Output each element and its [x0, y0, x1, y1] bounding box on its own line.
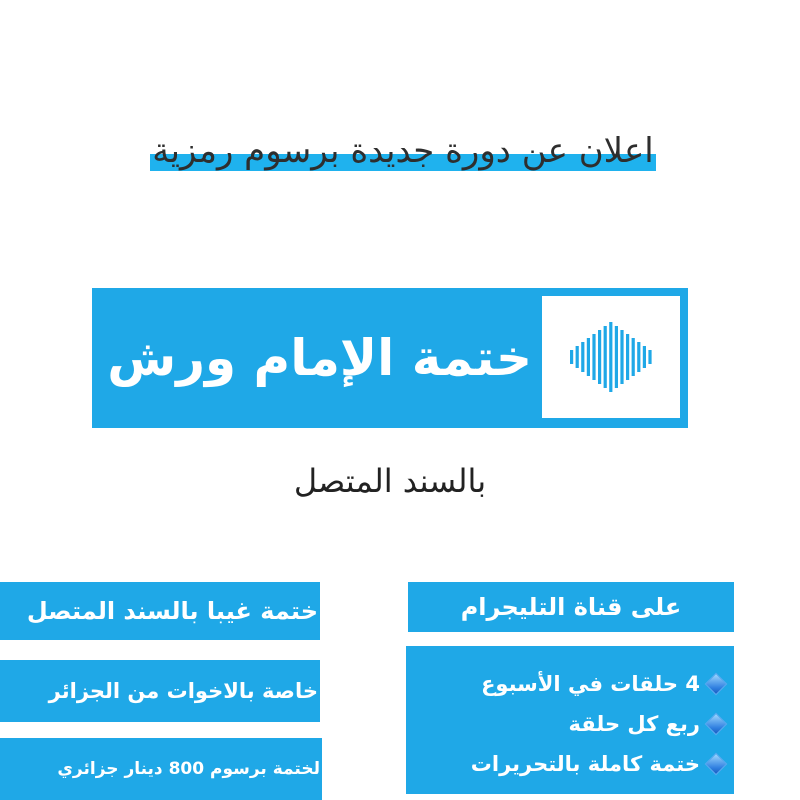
logo-bar — [637, 342, 640, 372]
schedule-list-box — [406, 646, 734, 794]
blue-diamond-icon — [705, 673, 728, 696]
info-box-ghayban — [0, 582, 320, 640]
logo-bar — [643, 346, 646, 368]
arabesque-diamond-icon — [566, 316, 656, 398]
list-item-text: ختمة كاملة بالتحريرات — [470, 752, 700, 776]
info-box-fee — [0, 738, 322, 800]
list-item-text: 4 حلقات في الأسبوع — [481, 672, 700, 696]
logo-bar — [576, 346, 579, 368]
banner-title: ختمة الإمام ورش — [107, 329, 532, 387]
logo-bar — [648, 350, 651, 364]
announcement-headline — [124, 126, 682, 176]
info-box-label: لختمة برسوم 800 دينار جزائري — [57, 759, 320, 779]
blue-diamond-icon — [705, 713, 728, 736]
logo-bar — [626, 334, 629, 380]
logo-bar — [592, 334, 595, 380]
logo-bar — [587, 338, 590, 376]
info-box-label: ختمة غيبا بالسند المتصل — [26, 597, 318, 625]
logo-bar — [615, 326, 618, 388]
list-item — [406, 704, 726, 744]
subtitle: بالسند المتصل — [293, 462, 487, 500]
telegram-channel-box — [408, 582, 734, 632]
logo-bar — [581, 342, 584, 372]
info-box-sisters — [0, 660, 320, 722]
blue-diamond-icon — [705, 753, 728, 776]
list-item-text: ربع كل حلقة — [568, 712, 700, 736]
headline-text: اعلان عن دورة جديدة برسوم رمزية — [152, 131, 654, 171]
logo-bar — [570, 350, 573, 364]
logo-box — [542, 296, 680, 418]
logo-bar — [632, 338, 635, 376]
telegram-channel-label: على قناة التليجرام — [460, 593, 682, 621]
logo-bar — [620, 330, 623, 384]
logo-bar — [598, 330, 601, 384]
list-item — [406, 744, 726, 784]
info-box-label: خاصة بالاخوات من الجزائر — [48, 679, 318, 703]
logo-bar — [604, 326, 607, 388]
course-banner — [92, 288, 688, 428]
list-item — [406, 664, 726, 704]
logo-bar — [609, 322, 612, 392]
